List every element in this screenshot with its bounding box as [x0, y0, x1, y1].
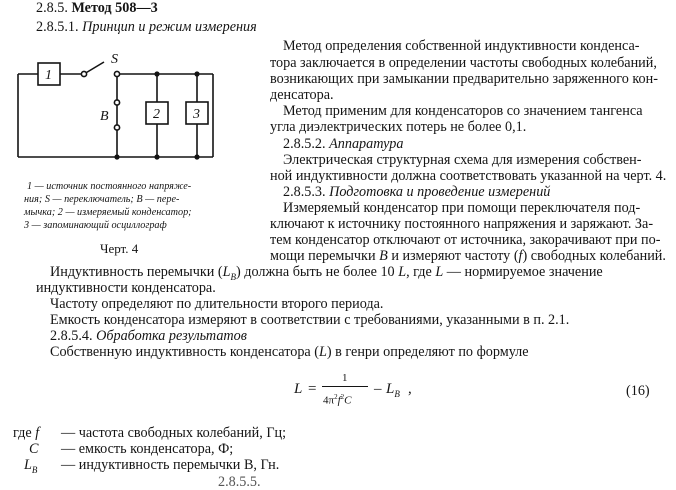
formula	[294, 370, 444, 412]
para-line: индуктивности конденсатора.	[36, 280, 216, 296]
para-line: Индуктивность перемычки $(L_B)$ должна быть не более 10 L, где L — нормируемое значение	[50, 264, 603, 282]
subsection-title: Принцип и режим измерения	[82, 19, 257, 35]
legend-line-4: 3 — запоминающий осциллограф	[24, 220, 167, 231]
section-title: Метод 508—3	[71, 0, 158, 16]
where-text-2: — емкость конденсатора, Ф;	[61, 441, 234, 457]
formula-numerator: 1	[342, 372, 348, 384]
legend-line-2: ния; S — переключатель; B — пере-	[24, 194, 180, 205]
para-line: Измеряемый конденсатор при помощи переключателя под-	[283, 200, 641, 216]
para-line: денсатора.	[270, 87, 334, 103]
para-line: угла диэлектрических потерь не более 0,1.	[270, 119, 527, 135]
subsection-heading-4: 2.8.5.4. Обработка результатов	[50, 328, 247, 344]
formula-denominator: $4\pi^2f^2C$	[323, 393, 352, 407]
where-text-3: — индуктивность перемычки B, Гн.	[61, 457, 280, 473]
where-line-1: где f	[13, 425, 40, 441]
formula-sub-term: $L_B$	[386, 381, 400, 399]
para-line: мощи перемычки B и измеряют частоту (f) свободных колебаний.	[270, 248, 666, 264]
formula-minus: –	[374, 381, 382, 397]
where-sym-2: C	[29, 441, 39, 457]
para-line: Электрическая структурная схема для измерения собствен-	[283, 152, 642, 168]
next-section-partial: 2.8.5.5.	[218, 474, 261, 490]
where-sym-3: $L_B$	[24, 457, 38, 475]
formula-lhs: L	[294, 381, 303, 397]
para-line: тем конденсатор отключают от источника, закорачивают при по-	[270, 232, 661, 248]
section-number: 2.8.5.	[36, 0, 68, 16]
legend-line-1: 1 — источник постоянного напряже-	[27, 181, 192, 192]
where-text-1: — частота свободных колебаний, Гц;	[61, 425, 287, 441]
para-line: Емкость конденсатора измеряют в соответствии с требованиями, указанными в п. 2.1.	[50, 312, 570, 328]
subsection-heading-2: 2.8.5.2. Аппаратура	[283, 136, 404, 152]
para-line: ключают к источнику постоянного напряжения и заряжают. За-	[270, 216, 654, 232]
para-line: Метод применим для конденсаторов со значением тангенса	[283, 103, 643, 119]
block-3-label: 3	[193, 107, 200, 122]
subsection-heading-3: 2.8.5.3. Подготовка и проведение измерений	[283, 184, 551, 200]
figure-caption: Черт. 4	[100, 241, 139, 256]
section-heading	[36, 0, 158, 16]
formula-eq: =	[308, 381, 317, 397]
subsection-heading-1	[36, 19, 257, 35]
para-line: Метод определения собственной индуктивности конденса-	[283, 38, 640, 54]
para-line: Частоту определяют по длительности второго периода.	[50, 296, 384, 312]
legend-line-3: мычка; 2 — измеряемый конденсатор;	[24, 207, 192, 218]
para-line: Собственную индуктивность конденсатора (L) в генри определяют по формуле	[50, 344, 529, 360]
switch-label: S	[111, 52, 118, 67]
subsection-number: 2.8.5.1.	[36, 19, 79, 35]
para-line: ной индуктивности должна соответствовать указанной на черт. 4.	[270, 168, 667, 184]
fraction-line	[322, 386, 368, 387]
jumper-label: B	[100, 109, 109, 124]
para-line: возникающих при замыкании предварительно заряженного кон-	[270, 71, 658, 87]
block-1-label: 1	[45, 68, 52, 83]
para-line: тора заключается в определении частоты свободных колебаний,	[270, 55, 657, 71]
formula-comma: ,	[408, 381, 412, 397]
block-2-label: 2	[153, 107, 160, 122]
formula-number: (16)	[626, 383, 650, 399]
circuit-diagram	[0, 40, 270, 180]
